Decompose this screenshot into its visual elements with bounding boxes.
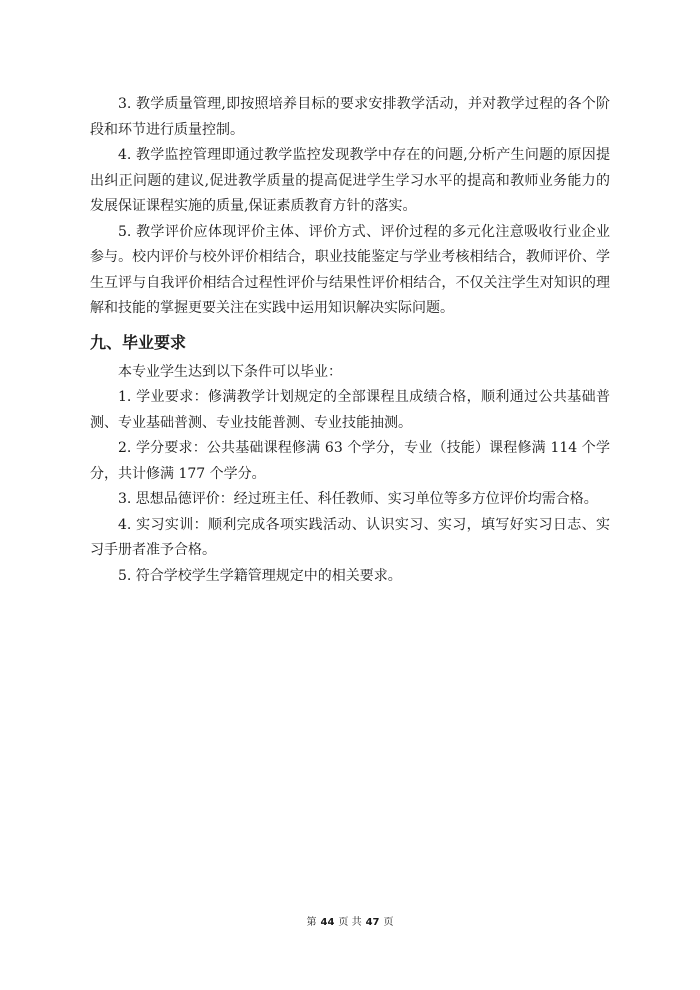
page-footer — [0, 916, 700, 930]
paragraph-teaching-evaluation: 5. 教学评价应体现评价主体、评价方式、评价过程的多元化注意吸收行业企业参与。校内评价与校外评价相结合，职业技能鉴定与学业考核相结合，教师评价、学生互评与自我评价相结合过程性评价与结果性评价相结合，不仅关注学生对知识的理解和技能的掌握更要关注在实践中运用知识解决实际问题。 — [90, 223, 610, 316]
requirement-item-credits: 2. 学分要求：公共基础课程修满 63 个学分，专业（技能）课程修满 114 个学分，共计修满 177 个学分。 — [90, 440, 610, 482]
paragraph-teaching-monitoring: 4. 教学监控管理即通过教学监控发现教学中存在的问题,分析产生问题的原因提出纠正问题的建议,促进教学质量的提高促进学生学习水平的提高和教师业务能力的发展保证课程实施的质量,保证素质教育方针的落实。 — [90, 147, 610, 214]
page-content — [90, 92, 610, 589]
section-intro: 本专业学生达到以下条件可以毕业： — [118, 363, 342, 380]
requirement-item-regulations: 5. 符合学校学生学籍管理规定中的相关要求。 — [118, 567, 402, 584]
footer-middle: 页 共 — [338, 917, 362, 928]
requirement-item-moral: 3. 思想品德评价：经过班主任、科任教师、实习单位等多方位评价均需合格。 — [118, 491, 598, 507]
paragraph-teaching-quality: 3. 教学质量管理,即按照培养目标的要求安排教学活动，并对教学过程的各个阶段和环节进行质量控制。 — [90, 96, 610, 138]
footer-prefix: 第 — [306, 917, 317, 928]
footer-suffix: 页 — [383, 917, 394, 928]
section-title: 九、毕业要求 — [90, 332, 187, 352]
requirement-item-internship: 4. 实习实训：顺利完成各项实践活动、认识实习、实习，填写好实习日志、实习手册者准予合格。 — [90, 516, 610, 558]
footer-current-page: 44 — [320, 917, 335, 928]
requirement-item-academic: 1. 学业要求：修满教学计划规定的全部课程且成绩合格，顺利通过公共基础普测、专业基础普测、专业技能普测、专业技能抽测。 — [90, 389, 610, 431]
footer-total-pages: 47 — [365, 917, 380, 928]
